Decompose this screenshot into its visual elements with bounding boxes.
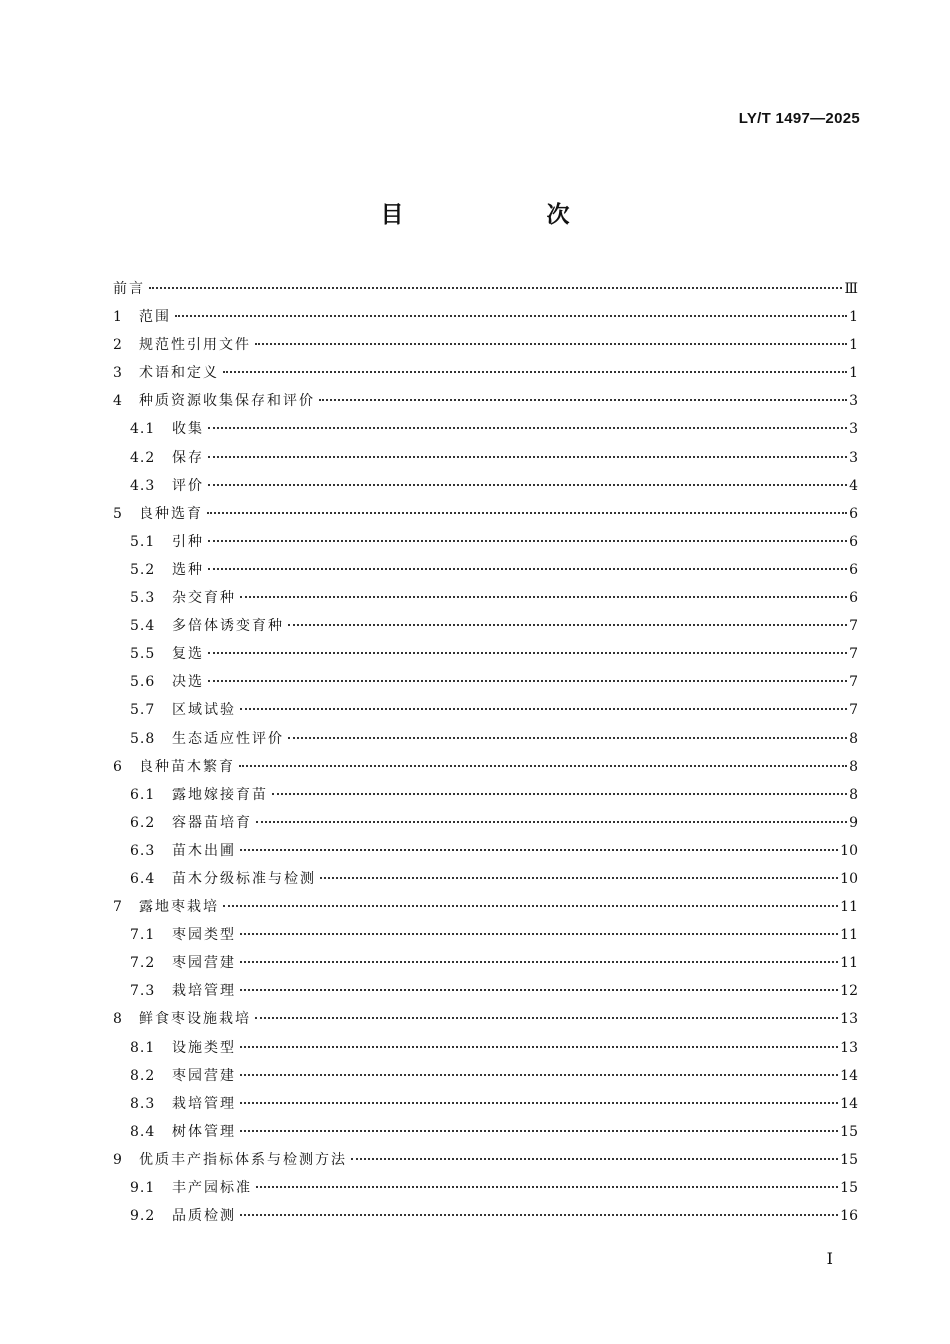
toc-entry-label: 复选	[172, 646, 204, 663]
toc-entry-page: 3	[849, 449, 858, 466]
toc-entry-label: 良种选育	[139, 505, 203, 522]
toc-entry-number: 5	[113, 505, 123, 522]
toc-entry[interactable]	[113, 696, 858, 724]
toc-entry-page: 7	[849, 646, 858, 663]
toc-entry-page: 3	[849, 393, 858, 410]
toc-entry[interactable]	[113, 921, 858, 949]
toc-entry-label: 树体管理	[172, 1123, 236, 1140]
toc-entry[interactable]	[113, 725, 858, 753]
toc-dot-leader	[255, 343, 847, 345]
toc-entry[interactable]	[113, 1202, 858, 1230]
toc-entry-page: 14	[840, 1067, 858, 1084]
toc-entry[interactable]	[113, 893, 858, 921]
toc-entry[interactable]	[113, 1034, 858, 1062]
toc-entry-label: 鲜食枣设施栽培	[139, 1011, 251, 1028]
toc-entry-number: 5.4	[130, 618, 156, 635]
toc-entry-label: 栽培管理	[172, 1095, 236, 1112]
toc-entry-number: 8.4	[130, 1123, 156, 1140]
toc-entry[interactable]	[113, 949, 858, 977]
toc-entry-label: 多倍体诱变育种	[172, 618, 284, 635]
toc-entry-page: 8	[849, 758, 858, 775]
toc-entry-label: 评价	[172, 477, 204, 494]
toc-entry-number: 1	[113, 309, 123, 326]
toc-entry-page: 7	[849, 702, 858, 719]
toc-dot-leader	[288, 737, 847, 739]
toc-entry[interactable]	[113, 444, 858, 472]
toc-entry-label: 生态适应性评价	[172, 730, 284, 747]
toc-entry-number: 9.1	[130, 1180, 156, 1196]
toc-entry-page: 15	[840, 1180, 858, 1196]
toc-entry-number: 8	[113, 1011, 123, 1028]
toc-entry-label: 苗木出圃	[172, 842, 236, 859]
toc-entry[interactable]	[113, 303, 858, 331]
toc-entry-page: 1	[849, 337, 858, 354]
toc-entry-number: 5.6	[130, 674, 156, 691]
toc-entry-page: 11	[840, 899, 858, 916]
toc-entry[interactable]	[113, 1174, 858, 1202]
toc-entry-page: 14	[840, 1095, 858, 1112]
toc-entry-number: 4	[113, 393, 123, 410]
toc-dot-leader	[240, 1074, 838, 1076]
toc-entry-label: 苗木分级标准与检测	[172, 870, 316, 887]
toc-dot-leader	[223, 371, 847, 373]
toc-dot-leader	[240, 849, 838, 851]
toc-dot-leader	[240, 1214, 838, 1216]
toc-entry-label: 规范性引用文件	[139, 337, 251, 354]
toc-entry-label: 枣园营建	[172, 955, 236, 972]
toc-dot-leader	[208, 680, 847, 682]
toc-title: 目 次	[380, 202, 630, 228]
toc-dot-leader	[255, 1017, 838, 1019]
toc-dot-leader	[351, 1158, 838, 1160]
toc-dot-leader	[256, 1186, 838, 1188]
toc-entry-label: 枣园营建	[172, 1067, 236, 1084]
toc-entry-number: 5.3	[130, 590, 156, 607]
toc-entry-page: 8	[849, 730, 858, 747]
toc-dot-leader	[240, 961, 838, 963]
toc-dot-leader	[319, 399, 847, 401]
toc-entry-number: 3	[113, 365, 123, 382]
toc-entry[interactable]	[113, 556, 858, 584]
toc-dot-leader	[240, 989, 838, 991]
toc-entry-number: 5.2	[130, 561, 156, 578]
toc-entry-page: 11	[840, 955, 858, 972]
toc-entry-page: 8	[849, 786, 858, 803]
toc-entry[interactable]	[113, 472, 858, 500]
toc-entry[interactable]	[113, 415, 858, 443]
toc-entry-number: 8.3	[130, 1095, 156, 1112]
toc-entry-label: 前言	[113, 281, 145, 297]
toc-entry-page: 13	[840, 1039, 858, 1056]
toc-dot-leader	[240, 933, 838, 935]
toc-list	[113, 275, 858, 1230]
toc-entry-label: 容器苗培育	[172, 814, 252, 831]
toc-entry-number: 6.1	[130, 786, 156, 803]
toc-entry-label: 品质检测	[172, 1208, 236, 1225]
toc-entry-label: 良种苗木繁育	[139, 758, 235, 775]
toc-entry-label: 露地枣栽培	[139, 899, 219, 916]
toc-entry-number: 7.3	[130, 983, 156, 1000]
toc-entry-page: 1	[849, 365, 858, 382]
toc-entry-number: 4.3	[130, 477, 156, 494]
toc-entry[interactable]	[113, 275, 858, 303]
toc-entry-page: 1	[849, 309, 858, 326]
toc-entry-number: 6.3	[130, 842, 156, 859]
standard-number: LY/T 1497—2025	[738, 110, 860, 127]
toc-entry-page: 15	[840, 1151, 858, 1168]
toc-entry-label: 选种	[172, 561, 204, 578]
toc-dot-leader	[208, 652, 847, 654]
toc-entry-page: 6	[849, 561, 858, 578]
toc-entry-number: 5.5	[130, 646, 156, 663]
toc-entry[interactable]	[113, 809, 858, 837]
toc-entry-number: 5.8	[130, 730, 156, 747]
toc-dot-leader	[208, 568, 847, 570]
toc-entry-number: 8.1	[130, 1039, 156, 1056]
toc-entry-page: 10	[840, 842, 858, 859]
toc-entry-page: 12	[840, 983, 858, 1000]
toc-entry-number: 6.4	[130, 870, 156, 887]
toc-entry-label: 术语和定义	[139, 365, 219, 382]
toc-entry[interactable]	[113, 865, 858, 893]
toc-entry-label: 露地嫁接育苗	[172, 786, 268, 803]
toc-entry[interactable]	[113, 1146, 858, 1174]
toc-entry-page: 13	[840, 1011, 858, 1028]
toc-dot-leader	[240, 708, 847, 710]
toc-entry-number: 7.1	[130, 927, 156, 944]
toc-entry-number: 4.1	[130, 421, 156, 438]
toc-entry-number: 9.2	[130, 1208, 156, 1225]
toc-entry[interactable]	[113, 977, 858, 1005]
toc-entry-page: 6	[849, 505, 858, 522]
toc-entry-page: 15	[840, 1123, 858, 1140]
page-number: I	[826, 1249, 833, 1268]
toc-entry-number: 5.1	[130, 533, 156, 550]
toc-dot-leader	[208, 456, 847, 458]
toc-entry[interactable]	[113, 500, 858, 528]
toc-entry-label: 收集	[172, 421, 204, 438]
toc-entry-number: 4.2	[130, 449, 156, 466]
toc-dot-leader	[240, 596, 847, 598]
toc-entry-page: Ⅲ	[844, 281, 858, 297]
toc-entry-page: 6	[849, 533, 858, 550]
toc-entry-number: 6	[113, 758, 123, 775]
toc-entry-page: 4	[849, 477, 858, 494]
toc-entry-label: 保存	[172, 449, 204, 466]
toc-entry-page: 11	[840, 927, 858, 944]
toc-entry[interactable]	[113, 1118, 858, 1146]
toc-entry-number: 2	[113, 337, 123, 354]
toc-dot-leader	[223, 905, 838, 907]
toc-dot-leader	[240, 1130, 838, 1132]
toc-dot-leader	[239, 765, 847, 767]
toc-entry[interactable]	[113, 612, 858, 640]
toc-dot-leader	[288, 624, 847, 626]
toc-entry[interactable]	[113, 1062, 858, 1090]
toc-dot-leader	[272, 793, 847, 795]
toc-entry[interactable]	[113, 1090, 858, 1118]
toc-entry[interactable]	[113, 753, 858, 781]
toc-dot-leader	[240, 1046, 838, 1048]
toc-entry-page: 16	[840, 1208, 858, 1225]
toc-dot-leader	[207, 512, 847, 514]
toc-dot-leader	[175, 315, 847, 317]
toc-entry-page: 3	[849, 421, 858, 438]
toc-entry-label: 决选	[172, 674, 204, 691]
toc-entry[interactable]	[113, 584, 858, 612]
toc-entry[interactable]	[113, 359, 858, 387]
toc-entry-page: 7	[849, 674, 858, 691]
toc-entry-page: 10	[840, 870, 858, 887]
toc-entry-number: 8.2	[130, 1067, 156, 1084]
toc-dot-leader	[320, 877, 838, 879]
toc-entry-label: 杂交育种	[172, 590, 236, 607]
toc-entry-label: 丰产园标准	[172, 1180, 252, 1196]
toc-entry-label: 设施类型	[172, 1039, 236, 1056]
toc-entry-label: 栽培管理	[172, 983, 236, 1000]
toc-entry[interactable]	[113, 837, 858, 865]
toc-entry-number: 6.2	[130, 814, 156, 831]
toc-entry[interactable]	[113, 1005, 858, 1033]
toc-entry[interactable]	[113, 781, 858, 809]
toc-entry-number: 9	[113, 1151, 123, 1168]
toc-entry-label: 引种	[172, 533, 204, 550]
toc-dot-leader	[240, 1102, 838, 1104]
toc-entry-page: 6	[849, 590, 858, 607]
toc-entry[interactable]	[113, 387, 858, 415]
toc-entry[interactable]	[113, 640, 858, 668]
toc-entry-page: 7	[849, 618, 858, 635]
toc-entry-label: 优质丰产指标体系与检测方法	[139, 1151, 347, 1168]
toc-dot-leader	[208, 427, 847, 429]
toc-entry-label: 区域试验	[172, 702, 236, 719]
toc-entry-number: 5.7	[130, 702, 156, 719]
toc-entry-label: 种质资源收集保存和评价	[139, 393, 315, 410]
toc-dot-leader	[208, 540, 847, 542]
toc-entry-number: 7	[113, 899, 123, 916]
toc-entry-label: 枣园类型	[172, 927, 236, 944]
toc-entry-label: 范围	[139, 309, 171, 326]
toc-entry[interactable]	[113, 528, 858, 556]
toc-entry[interactable]	[113, 668, 858, 696]
toc-dot-leader	[256, 821, 847, 823]
toc-entry-number: 7.2	[130, 955, 156, 972]
toc-entry-page: 9	[849, 814, 858, 831]
toc-dot-leader	[208, 484, 847, 486]
toc-dot-leader	[149, 287, 842, 289]
toc-entry[interactable]	[113, 331, 858, 359]
